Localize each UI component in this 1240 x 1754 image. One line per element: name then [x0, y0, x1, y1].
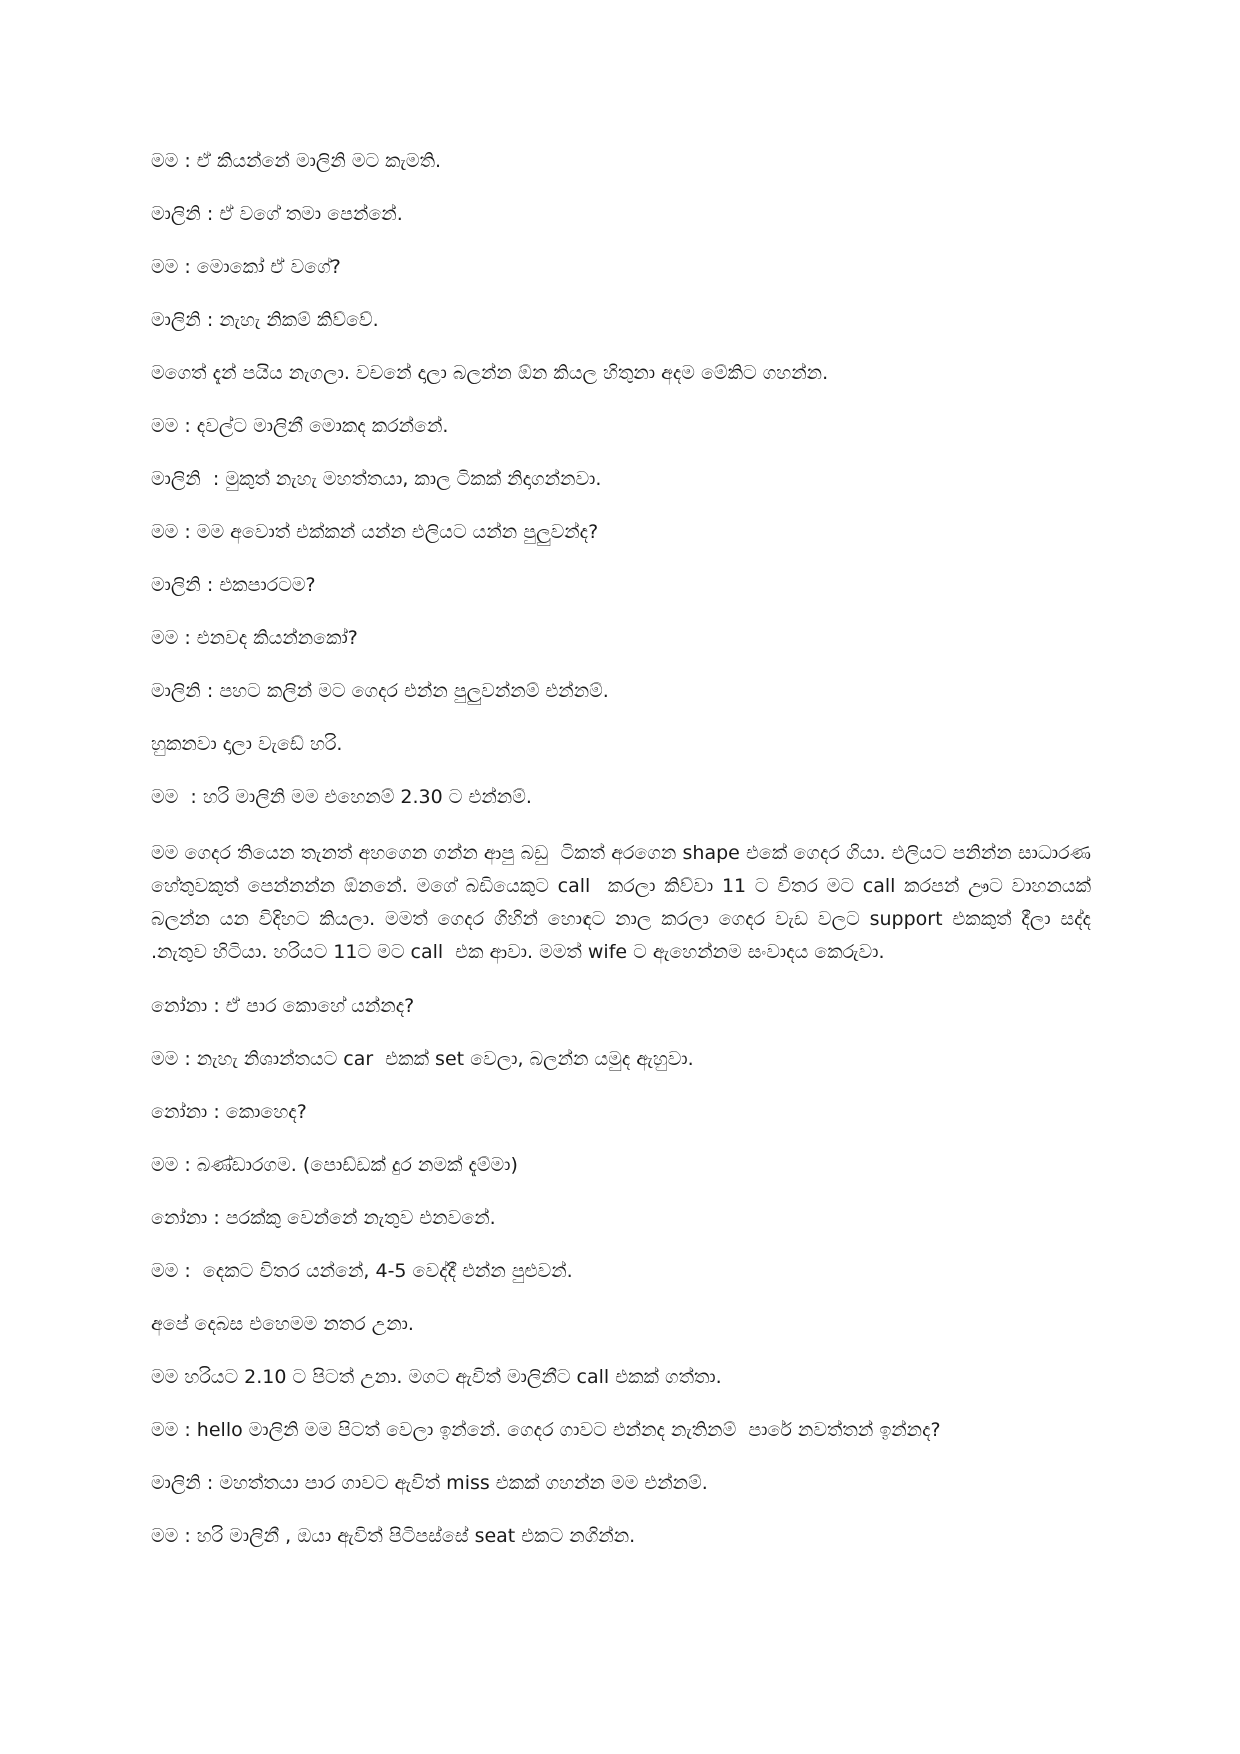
paragraph: මාලිනි : මහත්තයා පාර ගාවට ඇවිත් miss එකක් ගහන්න මම එන්නම්.	[151, 1472, 708, 1494]
paragraph: මම : hello මාලිනි මම පිටත් වෙලා ඉන්නේ. ගෙදර ගාවට එන්නද නැතිනම් පාරේ නවත්තන් ඉන්නද?	[151, 1419, 941, 1441]
paragraph: මගෙත් දැන් පයිය නැගලා. වචනේ දාලා බලන්න ඕන කියල හිතුනා අදම මේකිට ගහන්න.	[151, 362, 829, 384]
paragraph: මම : හරි මාලිනි මම එහෙනම් 2.30 ට එන්නම්.	[151, 786, 532, 808]
document-body	[151, 148, 1098, 1576]
paragraph: මාලිනි : ඒ වගේ තමා පෙන්නේ.	[151, 203, 403, 225]
paragraph: මම : මම අවොත් එක්කන් යන්න එලියට යන්න පුලුවන්ද?	[151, 521, 599, 543]
paragraph: මාලිනි : පහට කලින් මට ගෙදර එන්න පුලුවන්නම් එන්නම්.	[151, 680, 609, 702]
paragraph: මම : දෙකට විතර යන්නේ, 4-5 වෙද්දී එන්න පුළුවන්.	[151, 1260, 573, 1282]
paragraph: මම හරියට 2.10 ට පිටත් උනා. මගට ඇවිත් මාලිනීට call එකක් ගත්තා.	[151, 1366, 722, 1388]
paragraph: නෝනා : ඒ පාර කොහේ යන්නද?	[151, 995, 415, 1017]
paragraph: මාලිනි : මුකුත් නැහැ මහත්තයා, කාල ටිකක් නිදාගන්නවා.	[151, 468, 602, 490]
paragraph: මම : මොකෝ ඒ වගේ?	[151, 256, 341, 278]
paragraph: මාලිනි : එකපාරටම?	[151, 574, 316, 596]
paragraph: නෝනා : පරක්කු වෙන්නේ නැතුව එනවනේ.	[151, 1207, 496, 1229]
paragraph: මම : නැහැ නිශාන්තයට car එකක් set වෙලා, බලන්න යමුද ඇහුවා.	[151, 1048, 694, 1070]
paragraph: මම : හරි මාලිනී , ඔයා ඇවිත් පිටිපස්සේ seat එකට නගින්න.	[151, 1525, 636, 1547]
paragraph: මම : එනවද කියන්නකෝ?	[151, 627, 358, 649]
paragraph: නෝනා : කොහෙද?	[151, 1101, 307, 1123]
paragraph: අපේ දෙබස එහෙමම නතර උනා.	[151, 1313, 414, 1335]
paragraph: මාලිනි : නැහැ නිකම් කිව්වේ.	[151, 309, 379, 331]
paragraph: මම : දවල්ට මාලිනී මොකද කරන්නේ.	[151, 415, 449, 437]
paragraph-narrative: මම ගෙදර තියෙන තැනත් අහගෙන ගන්න ආපු බඩු ටිකත් අරගෙන shape එකේ ගෙදර ගියා. එලියට පනින්න සාධාරණ හේතුවකුත් පෙන්නන්න ඕනනේ. මගේ බඩියෙකුට call කරලා කිව්වා 11 ට විතර මට call කරපන් ඌට වාහනයක් බලන්න යන විදිහට කියලා. මමත් ගෙදර ගිහින් හොඳට නාල කරලා ගෙදර වැඩ වලට support එකකුත් දීලා සද්ද .නැතුව හිටියා. හරියට 11ට මට call එක ආවා. මමත් wife ට ඇහෙන්නම සංවාදය කෙරුවා.	[151, 842, 1098, 963]
paragraph: මම : ඒ කියන්නේ මාලිනි මට කැමති.	[151, 150, 442, 172]
paragraph: හුකනවා දාලා වැඩේ හරි.	[151, 733, 343, 755]
paragraph: මම : බණ්ඩාරගම. (පොඩ්ඩක් දුර නමක් දැම්මා)	[151, 1154, 518, 1176]
